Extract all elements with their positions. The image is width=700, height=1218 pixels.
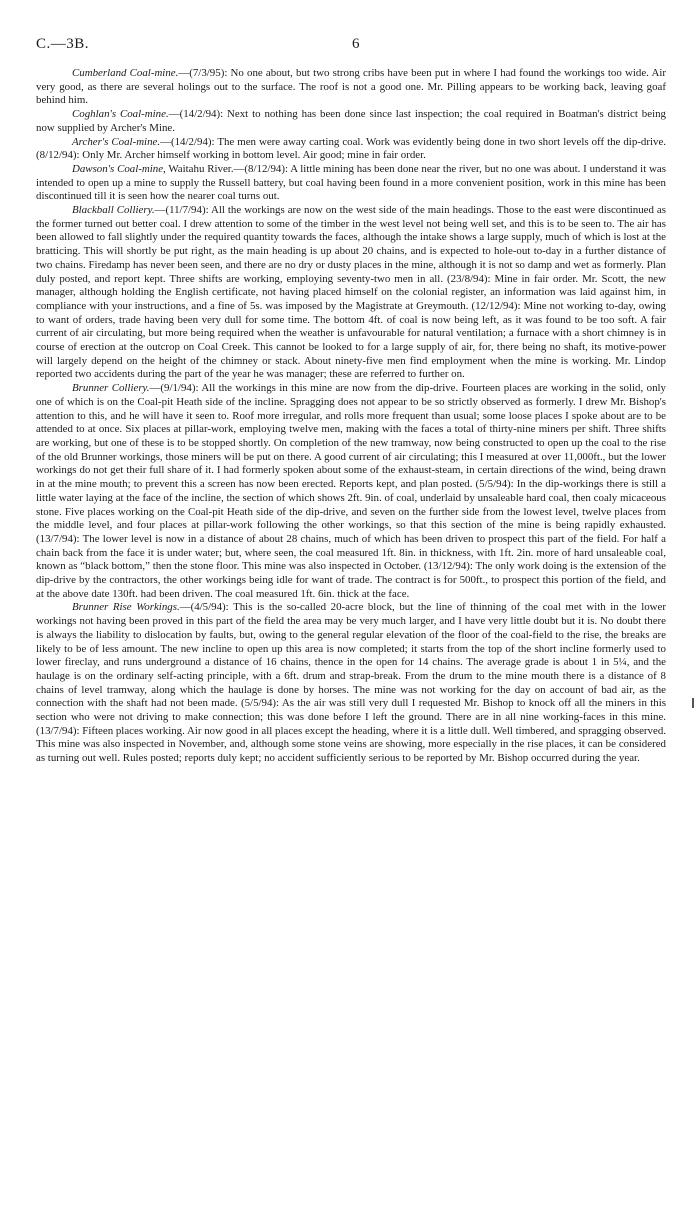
paragraph-coghlan <box>36 108 666 135</box>
paragraph-title: Cumberland Coal-mine. <box>72 67 179 79</box>
paragraph-title: Blackball Colliery. <box>72 204 155 217</box>
paragraph-text: —(7/3/95): No one about, but two strong cribs have been put in where I had found the workings too wide. Air very good, as there are several holings out to the surface. The roof is not a good one. Mr. Pilling appears to be working back, leaving goaf behind him. <box>36 67 666 107</box>
paragraph-title: Coghlan's Coal-mine. <box>72 108 169 121</box>
document-reference: C.—3B. <box>36 36 90 52</box>
margin-mark <box>692 698 694 708</box>
paragraph-text: —(14/2/94): The men were away carting coal. Work was evidently being done in two short levels off the dip-drive. (8/12/94): Only Mr. Archer himself working in bottom level. Air good; mine in fair order. <box>36 135 667 162</box>
paragraph-text: Waitahu River.—(8/12/94): A little mining has been done near the river, but no one was about. I understand it was intended to open up a mine to supply the Russell battery, but coal having been found in a more convenient position, work in this mine has been discontinued till it is seen how the nearer coal turns out. <box>36 162 666 203</box>
paragraph-text: —(4/5/94): This is the so-called 20-acre block, but the line of thinning of the coal met with in the lower workings not having been proved in this part of the field the area may be very much larger, and I have very little doubt but it is. No doubt there is always the liability to dislocation by faults, but, owing to the general regular elevation of the floor of the coal-field to the rise, the breaks are likely to be of less amount. The new incline to open up this area is now completed; it starts from the top of the short incline formerly used to lower fireclay, and runs underground a distance of 16 chains, thence in the open for 14 chains. The average grade is about 1 in 5¼, and the haulage is on the ordinary self-acting principle, with a 6ft. drum and strap-break. From the drum to the mine mouth there is a distance of 8 chains of level tramway, along which the haulage is done by horses. The mine was not working for the day on account of bad air, as the connection with the shaft had not been made. (5/5/94): As the air was still very dull I requested Mr. Bishop to knock off all the miners in this section who were not driving to make connection; this was done before I left the ground. There are in all nine working-faces in this mine. (13/7/94): Fifteen places working. Air now good in all places except the heading, where it is a little dull. Well timbered, and spragging observed. This mine was also inspected in November, and, although some stone veins are showing, more especially in the rise places, it can be considered as turning out well. Rules posted; reports duly kept; no accident sufficiently serious to be reported by Mr. Bishop occurred during the year. <box>36 601 667 765</box>
paragraph-title: Dawson's Coal-mine, <box>72 162 166 175</box>
paragraph-dawson <box>36 163 666 204</box>
paragraph-text: —(11/7/94): All the workings are now on the west side of the main headings. Those to the east were discontinued as the former turned out better coal. I drew attention to some of the timber in the west level not being well set, and this is to be seen to. The air has been allowed to fall slightly under the required quantity towards the faces, although the intake shows a large supply, much of which is lost at the bratticing. This will shortly be put right, as the main heading is up about 20 chains, and is expected to hole-out to-day in a further distance of two chains. Firedamp has never been seen, and there are no dry or dusty places in the mine, although it is not so damp and wet as formerly. Plan duly posted, and report kept. Three shifts are working, employing seventy-two men in all. (23/8/94): Mine in fair order. Mr. Scott, the new manager, although holding the English certificate, not having placed himself on the colonial register, an information was laid against him, in compliance with your instructions, and a fine of 5s. was imposed by the Magistrate at Greymouth. (12/12/94): Mine not working to-day, owing to want of orders, trade having been very dull for some time. The bottom 4ft. of coal is now being left, as it was found to be too soft. A fair current of air circulating, but more being required when the weather is unfavourable for natural ventilation; a furnace with a short chimney is in course of erection at the outcrop on Coal Creek. This cannot be looked to for a large supply of air, for, there being no shaft, its motive-power will largely depend on the height of the chimney or stack. About ninety-five men find employment when the mine is working. Mr. Lindop reported two accidents during the part of the year he was manager; these are referred to further on. <box>36 204 666 381</box>
paragraph-brunner-rise <box>36 601 666 765</box>
paragraph-title: Brunner Rise Workings. <box>72 601 180 614</box>
paragraph-title: Archer's Coal-mine. <box>72 135 161 148</box>
report-body <box>36 67 666 766</box>
paragraph-title: Brunner Colliery. <box>72 382 150 395</box>
page-number: 6 <box>352 36 360 52</box>
paragraph-blackball <box>36 204 666 382</box>
paragraph-cumberland <box>36 67 666 108</box>
paragraph-text: —(9/1/94): All the workings in this mine are now from the dip-drive. Fourteen places are working in the solid, only one of which is on the Coal-pit Heath side of the incline. Spragging does not appear to be so strictly observed as formerly. I drew Mr. Bishop's attention to this, and he will have it seen to. Roof more irregular, and rolls more frequent than usual; some loose places I spoke about are to be attended to at once. Six places at pillar-work, employing twelve men, making with the faces a total of thirty-nine miners per shift. Three shifts are working, but one of these is to be stopped shortly. On completion of the new tramway, now being constructed to open up the coal to the rise of the old Brunner workings, those miners will be put on there. A good current of air circulating; this I measured at over 11,000ft., but the lower workings do not get their full share of it. I had formerly spoken about some of the exhaust-steam, in certain directions of the wind, being drawn in at the mine mouth; to prevent this a screen has now been erected. Reports kept, and plan posted. (5/5/94): In the dip-workings there is still a little water laying at the face of the incline, the section of which shows 2ft. 9in. of coal, underlaid by unsaleable hard coal, then coaly micaceous stone. Five places working on the Coal-pit Heath side of the dip-drive, and seven on the further side from the lowest level, twelve places from the middle level, and four places at pillar-work following the other workings, so that this section of the mine is being rapidly exhausted. (13/7/94): The lower level is now in a distance of about 28 chains, much of which has been driven to prospect this part of the field. For half a chain back from the face it is under water; but, where seen, the coal measured 1ft. 8in. in thickness, with 1ft. 2in. more of hard unsaleable coal, known as “black bottom,” then the stone floor. This mine was also inspected in October. (13/12/94): The only work doing is the extension of the dip-drive by the contractors, the other workings being idle for want of trade. The contract is for 500ft., to prospect this portion of the field, and at the above date 130ft. had been driven. The coal measured 1ft. 6in. thick at the face. <box>36 382 666 600</box>
paragraph-archer <box>36 136 666 163</box>
paragraph-brunner-colliery <box>36 382 666 601</box>
paragraph-text: —(14/2/94): Next to nothing has been done since last inspection; the coal required in Boatman's district being now supplied by Archer's Mine. <box>36 108 667 134</box>
